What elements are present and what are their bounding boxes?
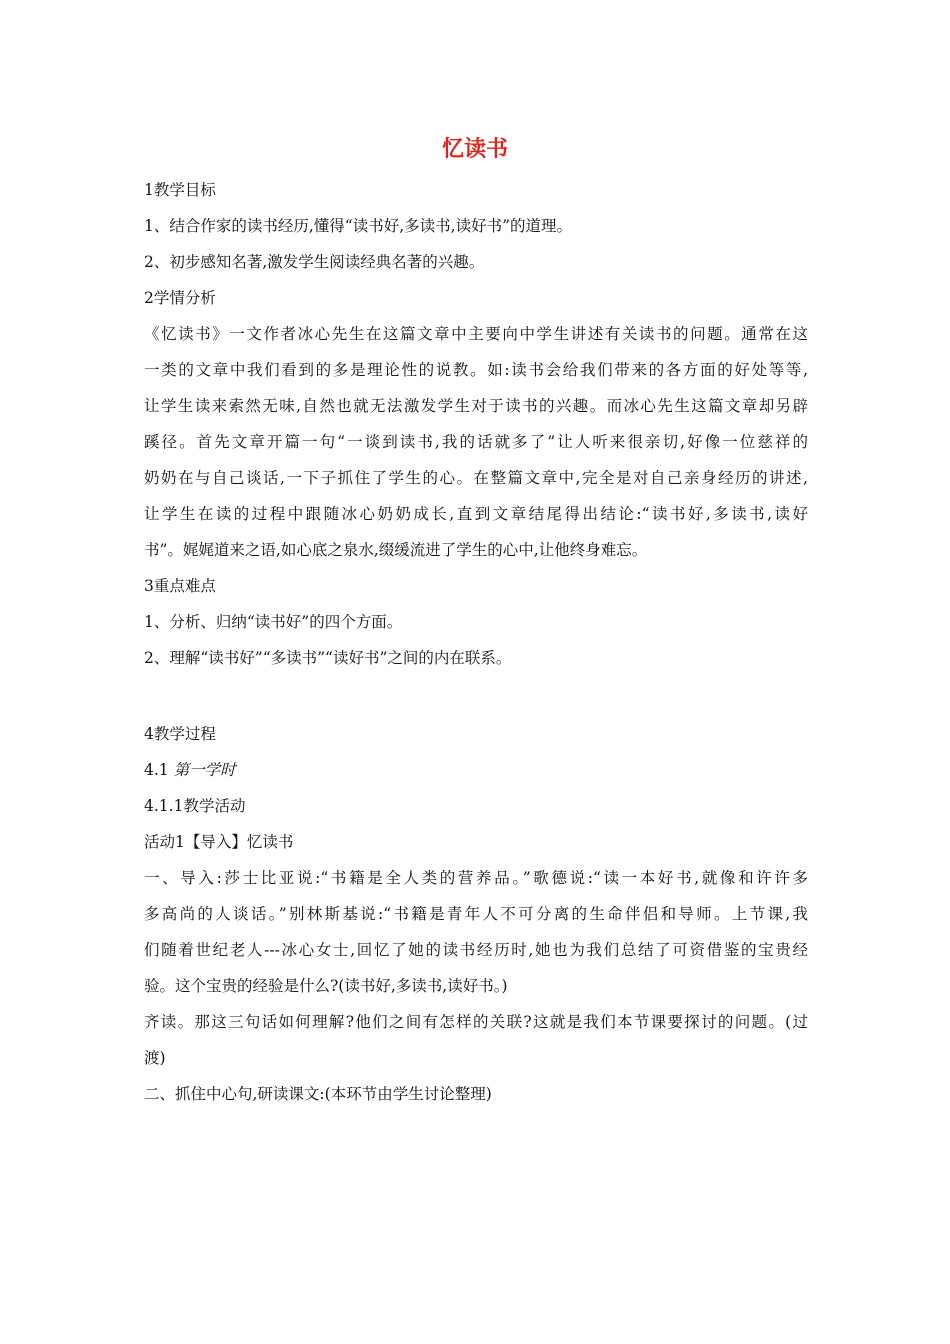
read-line-1: 齐读。那这三句话如何理解?他们之间有怎样的关联?这就是我们本节课要探讨的问题。(过: [144, 1013, 808, 1031]
analysis-line-4: 蹊径。首先文章开篇一句“一谈到读书,我的话就多了”让人听来很亲切,好像一位慈祥的: [144, 433, 808, 451]
intro-line-2: 多高尚的人谈话。”别林斯基说:“书籍是青年人不可分离的生命伴侣和导师。上节课,我: [144, 905, 808, 923]
section-heading-key-points: 3重点难点: [144, 577, 216, 595]
section-heading-process: 4教学过程: [144, 725, 216, 743]
document-title: 忆读书: [441, 137, 508, 162]
part-2-heading: 二、抓住中心句,研读课文:(本环节由学生讨论整理): [144, 1085, 492, 1103]
key-point-item-1: 1、分析、归纳“读书好”的四个方面。: [144, 613, 403, 631]
subsection-4-1-1: 4.1.1教学活动: [144, 797, 246, 815]
activity-1-heading: 活动1【导入】忆读书: [144, 833, 294, 851]
blank-gap: [144, 676, 808, 716]
section-heading-analysis: 2学情分析: [144, 289, 216, 307]
read-line-2: 渡): [144, 1049, 166, 1067]
analysis-line-7: 书”。娓娓道来之语,如心底之泉水,缀缓流进了学生的心中,让他终身难忘。: [144, 541, 648, 559]
objective-item-1: 1、结合作家的读书经历,懂得“读书好,多读书,读好书”的道理。: [144, 217, 572, 235]
document-body: [144, 172, 808, 1112]
analysis-line-6: 让学生在读的过程中跟随冰心奶奶成长,直到文章结尾得出结论:“读书好,多读书,读好: [144, 505, 808, 523]
objective-item-2: 2、初步感知名著,激发学生阅读经典名著的兴趣。: [144, 253, 485, 271]
analysis-line-3: 让学生读来索然无味,自然也就无法激发学生对于读书的兴趣。而冰心先生这篇文章却另辟: [144, 397, 808, 415]
intro-paragraph: [144, 860, 808, 1004]
subsection-4-1-number: 4.1: [144, 761, 169, 779]
subsection-4-1-label: 第一学时: [173, 761, 236, 779]
analysis-paragraph: [144, 316, 808, 568]
subsection-4-1: [144, 752, 808, 788]
intro-line-1: 一、导入:莎士比亚说:“书籍是全人类的营养品。”歌德说:“读一本好书,就像和许许多: [144, 869, 808, 887]
analysis-line-1: 《忆读书》一文作者冰心先生在这篇文章中主要向中学生讲述有关读书的问题。通常在这: [144, 325, 808, 343]
analysis-line-5: 奶奶在与自己谈话,一下子抓住了学生的心。在整篇文章中,完全是对自己亲身经历的讲述,: [144, 469, 808, 487]
read-paragraph: [144, 1004, 808, 1076]
analysis-line-2: 一类的文章中我们看到的多是理论性的说教。如:读书会给我们带来的各方面的好处等等,: [144, 361, 808, 379]
section-heading-objectives: 1教学目标: [144, 181, 216, 199]
intro-line-4: 验。这个宝贵的经验是什么?(读书好,多读书,读好书。): [144, 977, 508, 995]
key-point-item-2: 2、理解“读书好”“多读书”“读好书”之间的内在联系。: [144, 649, 512, 667]
intro-line-3: 们随着世纪老人---冰心女士,回忆了她的读书经历时,她也为我们总结了可资借鉴的宝贵经: [144, 941, 808, 959]
